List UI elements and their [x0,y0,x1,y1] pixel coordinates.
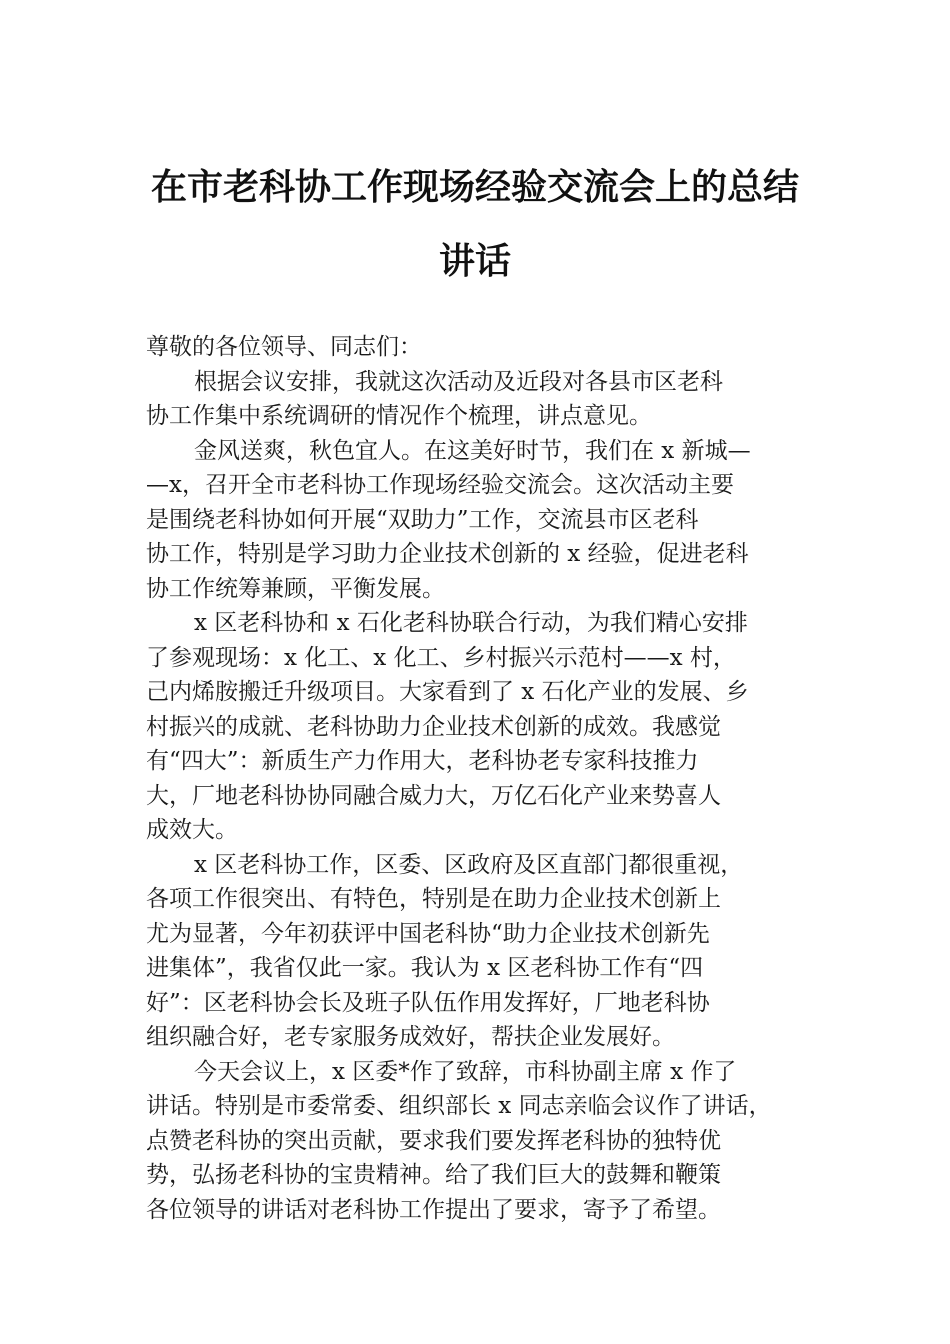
paragraph-line: 有“四大”：新质生产力作用大，老科协老专家科技推力 [146,748,699,774]
title-line-1: 在市老科协工作现场经验交流会上的总结 [150,166,799,208]
paragraph-2 [146,434,816,607]
paragraph-line: 讲话。特别是市委常委、组织部长 x 同志亲临会议作了讲话， [146,1093,772,1119]
paragraph-line: 进集体”，我省仅此一家。我认为 x 区老科协工作有“四 [146,955,704,981]
paragraph-line: 今天会议上，x 区委*作了致辞，市科协副主席 x 作了 [194,1058,737,1085]
paragraph-line: 村振兴的成就、老科协助力企业技术创新的成效。我感觉 [146,713,721,740]
paragraph-line: 己内烯胺搬迁升级项目。大家看到了 x 石化产业的发展、乡 [146,679,749,705]
paragraph-line: 协工作，特别是学习助力企业技术创新的 x 经验，促进老科 [146,541,749,567]
title-line-2: 讲话 [438,240,511,282]
paragraph-line: 是围绕老科协如何开展“双助力”工作，交流县市区老科 [146,506,699,533]
paragraph-line: 成效大。 [146,817,238,843]
paragraph-5 [146,1055,816,1228]
paragraph-line: 大，厂地老科协协同融合威力大，万亿石化产业来势喜人 [146,782,721,809]
paragraph-line: 协工作集中系统调研的情况作个梳理，讲点意见。 [146,403,652,429]
paragraph-line: 协工作统筹兼顾，平衡发展。 [146,575,445,602]
paragraph-line: 尤为显著，今年初获评中国老科协“助力企业技术创新先 [146,920,710,947]
document-body [146,330,816,1227]
paragraph-line: 势，弘扬老科协的宝贵精神。给了我们巨大的鼓舞和鞭策 [146,1162,721,1188]
paragraph-1 [146,365,816,434]
paragraph-3 [146,606,816,848]
paragraph-line: x 区老科协工作，区委、区政府及区直部门都很重视， [194,851,744,878]
paragraph-line: 各项工作很突出、有特色，特别是在助力企业技术创新上 [146,886,721,912]
paragraph-line: 各位领导的讲话对老科协工作提出了要求，寄予了希望。 [146,1196,721,1223]
paragraph-line: 金风送爽，秋色宜人。在这美好时节，我们在 x 新城— [194,437,751,464]
salutation: 尊敬的各位领导、同志们： [146,334,422,360]
paragraph-line: 了参观现场：x 化工、x 化工、乡村振兴示范村——x 村， [146,644,736,671]
paragraph-line: 点赞老科协的突出贡献，要求我们要发挥老科协的独特优 [146,1127,721,1154]
paragraph-line: 根据会议安排，我就这次活动及近段对各县市区老科 [194,368,723,395]
paragraph-line: 好”：区老科协会长及班子队伍作用发挥好，厂地老科协 [146,989,710,1016]
paragraph-4 [146,848,816,1055]
paragraph-line: —x，召开全市老科协工作现场经验交流会。这次活动主要 [146,472,734,498]
document-title [120,150,830,298]
paragraph-line: x 区老科协和 x 石化老科协联合行动，为我们精心安排 [194,610,748,636]
paragraph-line: 组织融合好，老专家服务成效好，帮扶企业发展好。 [146,1024,675,1050]
